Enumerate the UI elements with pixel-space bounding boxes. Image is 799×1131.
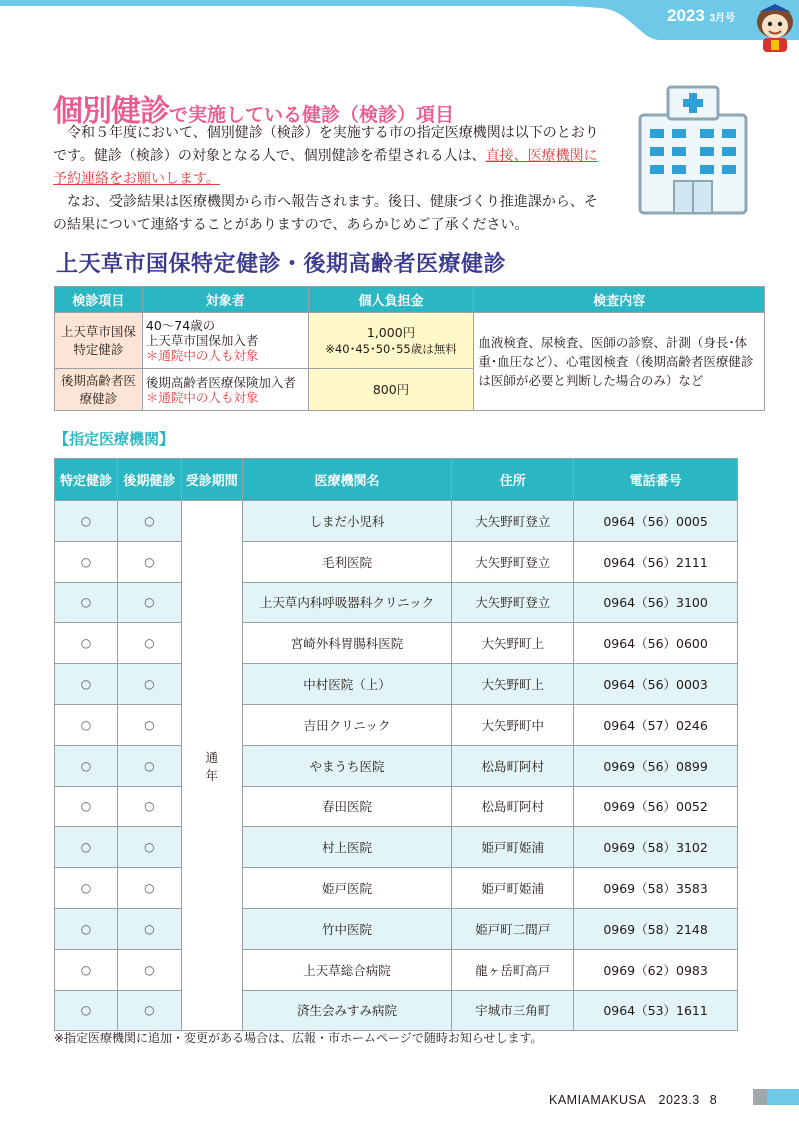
kouki-mark: ○ (117, 786, 181, 827)
table-row (55, 908, 738, 949)
section-title: 上天草市国保特定健診・後期高齢者医療健診 (56, 252, 507, 277)
clinic-name: 竹中医院 (242, 908, 452, 949)
kouki-mark: ○ (117, 664, 181, 705)
table-row (55, 827, 738, 868)
clinic-phone: 0969（58）2148 (574, 908, 738, 949)
clinic-name: 姫戸医院 (242, 868, 452, 909)
kouki-mark: ○ (117, 745, 181, 786)
table-row (55, 664, 738, 705)
table-row (55, 501, 738, 542)
header-cell: 特定健診 (55, 459, 118, 501)
header-cell: 医療機関名 (242, 459, 452, 501)
exam-item: 上天草市国保特定健診 (55, 313, 143, 369)
kouki-mark: ○ (117, 949, 181, 990)
tokutei-mark: ○ (55, 745, 118, 786)
table-row (55, 786, 738, 827)
period-cell: 通年 (181, 501, 242, 1031)
clinic-phone: 0969（62）0983 (574, 949, 738, 990)
clinic-address: 龍ヶ岳町高戸 (452, 949, 574, 990)
header-cell: 電話番号 (574, 459, 738, 501)
booking-notice: 直接、医療機関に予約連絡をお願いします。 (53, 148, 598, 187)
clinic-phone: 0969（56）0899 (574, 745, 738, 786)
clinic-address: 姫戸町姫浦 (452, 868, 574, 909)
header-cell: 検診項目 (55, 287, 143, 313)
exam-table (54, 286, 765, 411)
clinic-table-header (55, 459, 738, 501)
exam-target: 40～74歳の 上天草市国保加入者 ＊通院中の人も対象 (142, 313, 308, 369)
clinic-name: 済生会みすみ病院 (242, 990, 452, 1031)
tokutei-mark: ○ (55, 786, 118, 827)
kouki-mark: ○ (117, 827, 181, 868)
header-cell: 受診期間 (181, 459, 242, 501)
footnote: ※指定医療機関に追加・変更がある場合は、広報・市ホームページで随時お知らせします。 (54, 1031, 543, 1045)
footer-bar-accent (753, 1089, 767, 1105)
table-row (55, 623, 738, 664)
kouki-mark: ○ (117, 990, 181, 1031)
clinic-address: 松島町阿村 (452, 745, 574, 786)
clinic-address: 姫戸町姫浦 (452, 827, 574, 868)
tokutei-mark: ○ (55, 541, 118, 582)
kouki-mark: ○ (117, 541, 181, 582)
exam-table-header (55, 287, 765, 313)
header-cell: 住所 (452, 459, 574, 501)
clinic-phone: 0969（58）3583 (574, 868, 738, 909)
designated-heading: 【指定医療機関】 (54, 430, 175, 448)
tokutei-mark: ○ (55, 664, 118, 705)
table-row (55, 990, 738, 1031)
exam-target: 後期高齢者医療保険加入者 ＊通院中の人も対象 (142, 369, 308, 411)
footer: KAMIAMAKUSA 2023.3 8 (549, 1093, 718, 1107)
clinic-address: 大矢野町登立 (452, 501, 574, 542)
tokutei-mark: ○ (55, 868, 118, 909)
clinic-phone: 0969（56）0052 (574, 786, 738, 827)
clinic-phone: 0964（56）0003 (574, 664, 738, 705)
clinic-name: 宮崎外科胃腸科医院 (242, 623, 452, 664)
kouki-mark: ○ (117, 908, 181, 949)
clinic-address: 松島町阿村 (452, 786, 574, 827)
table-row (55, 949, 738, 990)
mascot-icon (749, 0, 797, 56)
table-row (55, 704, 738, 745)
clinic-phone: 0964（56）3100 (574, 582, 738, 623)
table-row (55, 745, 738, 786)
clinic-address: 大矢野町中 (452, 704, 574, 745)
exam-item: 後期高齢者医療健診 (55, 369, 143, 411)
tokutei-mark: ○ (55, 990, 118, 1031)
clinic-phone: 0964（56）2111 (574, 541, 738, 582)
kouki-mark: ○ (117, 582, 181, 623)
header-cell: 後期健診 (117, 459, 181, 501)
exam-content: 血液検査、尿検査、医師の診察、計測（身長･体重･血圧など）、心電図検査（後期高齢者医療健診は医師が必要と判断した場合のみ）など (474, 313, 765, 411)
header-cell: 対象者 (142, 287, 308, 313)
clinic-address: 大矢野町上 (452, 664, 574, 705)
tokutei-mark: ○ (55, 582, 118, 623)
table-row (55, 868, 738, 909)
clinic-name: 春田医院 (242, 786, 452, 827)
kouki-mark: ○ (117, 623, 181, 664)
tokutei-mark: ○ (55, 501, 118, 542)
header-cell: 検査内容 (474, 287, 765, 313)
clinic-address: 大矢野町登立 (452, 582, 574, 623)
clinic-phone: 0969（58）3102 (574, 827, 738, 868)
clinic-address: 大矢野町上 (452, 623, 574, 664)
clinic-name: 中村医院（上） (242, 664, 452, 705)
clinic-name: 村上医院 (242, 827, 452, 868)
page-title: 個別健診で実施している健診（検診）項目 (53, 94, 455, 129)
clinic-name: 吉田クリニック (242, 704, 452, 745)
tokutei-mark: ○ (55, 908, 118, 949)
header-cell: 個人負担金 (308, 287, 474, 313)
table-row (55, 541, 738, 582)
issue-label: 2023 3月号 (667, 6, 736, 25)
table-row (55, 313, 765, 369)
table-row (55, 582, 738, 623)
page-number: 8 (709, 1093, 718, 1107)
clinic-name: 毛利医院 (242, 541, 452, 582)
exam-cost: 800円 (308, 369, 474, 411)
intro-text: 令和５年度において、個別健診（検診）を実施する市の指定医療機関は以下のとおりです。健診（検診）の対象となる人で、個別健診を希望される人は、直接、医療機関に予約連絡をお願いします。 なお、受診結果は医療機関から市へ報告されます。後日、健康づくり推進課から、その結果について連絡することがありますので、あらかじめご了承ください。 (53, 125, 599, 233)
clinic-name: 上天草内科呼吸器科クリニック (242, 582, 452, 623)
clinic-address: 大矢野町登立 (452, 541, 574, 582)
kouki-mark: ○ (117, 501, 181, 542)
hospital-icon (638, 85, 748, 215)
clinic-address: 宇城市三角町 (452, 990, 574, 1031)
kouki-mark: ○ (117, 704, 181, 745)
tokutei-mark: ○ (55, 949, 118, 990)
tokutei-mark: ○ (55, 704, 118, 745)
clinic-table (54, 458, 738, 1031)
clinic-name: 上天草総合病院 (242, 949, 452, 990)
clinic-phone: 0964（56）0005 (574, 501, 738, 542)
exam-cost: 1,000円 ※40･45･50･55歳は無料 (308, 313, 474, 369)
clinic-phone: 0964（56）0600 (574, 623, 738, 664)
kouki-mark: ○ (117, 868, 181, 909)
tokutei-mark: ○ (55, 623, 118, 664)
clinic-name: しまだ小児科 (242, 501, 452, 542)
clinic-phone: 0964（57）0246 (574, 704, 738, 745)
tokutei-mark: ○ (55, 827, 118, 868)
clinic-address: 姫戸町二間戸 (452, 908, 574, 949)
clinic-phone: 0964（53）1611 (574, 990, 738, 1031)
clinic-name: やまうち医院 (242, 745, 452, 786)
